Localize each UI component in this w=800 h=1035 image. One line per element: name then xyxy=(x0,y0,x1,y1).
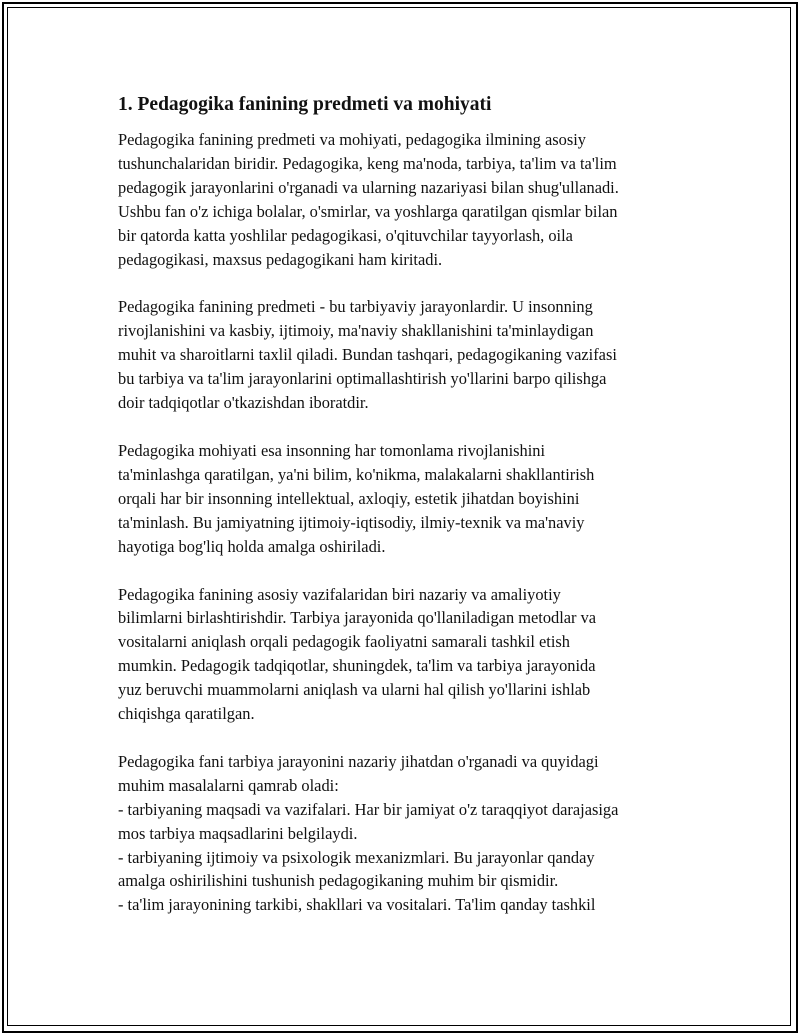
paragraph-line: bu tarbiya va ta'lim jarayonlarini optimallashtirish yo'llarini barpo qilishga xyxy=(118,369,607,389)
document-body xyxy=(118,92,698,941)
paragraph-line: doir tadqiqotlar o'tkazishdan iboratdir. xyxy=(118,393,369,413)
paragraph-line: pedagogik jarayonlarini o'rganadi va ularning nazariyasi bilan shug'ullanadi. xyxy=(118,177,619,197)
paragraph-line: - tarbiyaning ijtimoiy va psixologik mexanizmlari. Bu jarayonlar qanday xyxy=(118,847,595,867)
paragraph-line: mos tarbiya maqsadlarini belgilaydi. xyxy=(118,823,358,843)
paragraph-line: vositalarni aniqlash orqali pedagogik faoliyatni samarali tashkil etish xyxy=(118,632,570,652)
paragraph-line: Pedagogika fanining asosiy vazifalaridan biri nazariy va amaliyotiy xyxy=(118,584,561,604)
paragraph-line: muhit va sharoitlarni taxlil qiladi. Bundan tashqari, pedagogikaning vazifasi xyxy=(118,345,617,365)
paragraph-line: rivojlanishini va kasbiy, ijtimoiy, ma'naviy shakllanishini ta'minlaydigan xyxy=(118,321,594,341)
paragraph-line: chiqishga qaratilgan. xyxy=(118,704,255,724)
paragraph-line: - tarbiyaning maqsadi va vazifalari. Har bir jamiyat o'z taraqqiyot darajasiga xyxy=(118,799,619,819)
paragraph xyxy=(118,439,698,559)
document-title: 1. Pedagogika fanining predmeti va mohiyati xyxy=(118,94,492,115)
paragraph-line: bir qatorda katta yoshlilar pedagogikasi, o'qituvchilar tayyorlash, oila xyxy=(118,225,573,245)
paragraph-line: pedagogikasi, maxsus pedagogikani ham kiritadi. xyxy=(118,249,443,269)
paragraph-line: ta'minlashga qaratilgan, ya'ni bilim, ko'nikma, malakalarni shakllantirish xyxy=(118,464,595,484)
paragraph-line: amalga oshirilishini tushunish pedagogikaning muhim bir qismidir. xyxy=(118,871,559,891)
paragraph-line: ta'minlash. Bu jamiyatning ijtimoiy-iqtisodiy, ilmiy-texnik va ma'naviy xyxy=(118,512,585,532)
paragraph-line: bilimlarni birlashtirishdir. Tarbiya jarayonida qo'llaniladigan metodlar va xyxy=(118,608,597,628)
paragraph xyxy=(118,128,698,271)
paragraph xyxy=(118,750,698,917)
paragraph-line: - ta'lim jarayonining tarkibi, shakllari va vositalari. Ta'lim qanday tashkil xyxy=(118,895,596,915)
paragraph xyxy=(118,583,698,726)
paragraph-line: hayotiga bog'liq holda amalga oshiriladi. xyxy=(118,536,386,556)
paragraph xyxy=(118,295,698,415)
paragraph-line: tushunchalaridan biridir. Pedagogika, keng ma'noda, tarbiya, ta'lim va ta'lim xyxy=(118,153,617,173)
paragraph-line: Pedagogika fanining predmeti va mohiyati, pedagogika ilmining asosiy xyxy=(118,130,586,149)
paragraph-line: Ushbu fan o'z ichiga bolalar, o'smirlar, va yoshlarga qaratilgan qismlar bilan xyxy=(118,201,618,221)
paragraph-list xyxy=(118,128,698,917)
paragraph-line: Pedagogika fani tarbiya jarayonini nazariy jihatdan o'rganadi va quyidagi xyxy=(118,751,599,771)
paragraph-line: mumkin. Pedagogik tadqiqotlar, shuningdek, ta'lim va tarbiya jarayonida xyxy=(118,656,596,676)
paragraph-line: muhim masalalarni qamrab oladi: xyxy=(118,775,339,795)
paragraph-line: Pedagogika mohiyati esa insonning har tomonlama rivojlanishini xyxy=(118,440,545,460)
paragraph-line: yuz beruvchi muammolarni aniqlash va ularni hal qilish yo'llarini ishlab xyxy=(118,680,591,700)
paragraph-line: orqali har bir insonning intellektual, axloqiy, estetik jihatdan boyishini xyxy=(118,488,580,508)
paragraph-line: Pedagogika fanining predmeti - bu tarbiyaviy jarayonlardir. U insonning xyxy=(118,297,593,317)
